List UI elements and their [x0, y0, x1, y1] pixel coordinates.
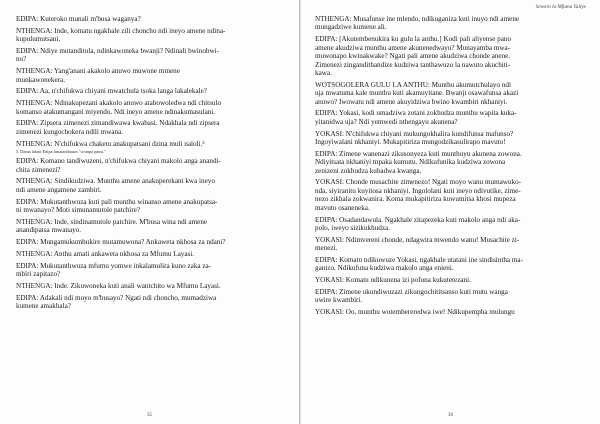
running-header: Sewero la Mfumu Yaliye	[535, 4, 586, 10]
dialogue-paragraph	[16, 47, 285, 64]
text-line: YOKASI: Oo, munthu wotembereredwa iwe! Ndikupempha mulungu	[315, 308, 515, 317]
text-line: NTHENGA: Inde. Zikuwoneka kuti anali wantchito wa Mfumu Layasi.	[16, 281, 221, 290]
text-line: NTHENGA: Ndinakupezani akakolo anuwo atabowoledwa ndi chitsulo	[16, 99, 222, 108]
text-line: EDIPA: Ndiye mutanditola, ndinkawoneka bwanji? Ndinali bwinobwi-	[16, 46, 220, 55]
dialogue-paragraph	[315, 81, 584, 106]
dialogue-paragraph	[16, 15, 285, 23]
text-line: EDIPA: Aa, n'chifukwa chiyani mwatchula tsoka langa lakalekale?	[16, 87, 207, 96]
dialogue-paragraph	[16, 27, 285, 44]
text-line: komanso atakumangani miyendo. Ndi ineyo amene ndinakumasulani.	[16, 107, 216, 116]
dialogue-paragraph	[315, 178, 584, 212]
dialogue-paragraph	[16, 294, 285, 311]
text-line: YOKASI: N'chifukwa chiyani mukungokhalira kundifunsa mafunso?	[315, 129, 514, 138]
text-line: mbiri zapitazo?	[16, 270, 61, 279]
text-line: nda, siyiranitu kuyitosa nkhaniyi. Ingololani kuti ineyo ndivutike, zime-	[315, 186, 521, 195]
text-line: polo, iweyo sizikukhudza.	[315, 224, 390, 233]
text-line: chita zimenezi?	[16, 165, 61, 174]
text-line: Ingoyiwalani nkhaniyi. Mukapitiriza mungodzikasulirapo mavuto!	[315, 138, 506, 147]
text-line: EDIPA: [Akutembenukira ku gulu la anthu.] Kodi pali aliyense pano	[315, 35, 512, 44]
text-line: Zimenezi zingandithandize kudziwa tanthawuzo la nawuto akuchiti-	[315, 60, 511, 69]
text-line: NTHENGA: Musafunse ine mlendo, ndikuganiza kuti inuyo ndi amene	[315, 15, 520, 23]
text-line: NTHENGA: Yang'anani akakolo anuwo muwone mmene	[16, 67, 180, 76]
text-line: muwonapo kwinakwake? Ngati pali amene akudziwa chonde anene.	[315, 52, 511, 61]
text-line: ni mwanayo? Moti simunamutole patchire?	[16, 206, 141, 215]
footnote: 5. Dzina lakuti Edipa limatanthauza "wotupa pansi."	[16, 148, 107, 154]
text-line: kawa.	[315, 69, 332, 78]
dialogue-paragraph	[315, 15, 584, 32]
text-line: anuwo? Iwowatu ndi amene akuyidziwa bwino kwambiri nkhaniyi.	[315, 97, 508, 106]
right-page-text	[315, 15, 584, 317]
text-line: no?	[16, 55, 27, 64]
text-line: EDIPA: Osadandawula. Ngakhale zitapezeka kuti makolo anga ndi aka-	[315, 215, 521, 224]
text-line: kupulumutsani.	[16, 35, 61, 44]
right-page	[301, 0, 600, 424]
text-line: munkawonekera.	[16, 75, 65, 84]
text-line: EDIPA: Yokasi, kodi umadziwa zotani zokhudza munthu wapita kuka-	[315, 109, 517, 118]
dialogue-paragraph	[16, 282, 285, 290]
left-page	[0, 0, 299, 424]
page-number-right: 36	[447, 412, 454, 418]
text-line: Ndiyitsata nkhaniyi mpaka kumutu. Ndikufunika kudziwa zowona	[315, 158, 506, 167]
dialogue-paragraph	[16, 67, 285, 84]
text-line: mavuto osaneneka.	[315, 203, 370, 212]
dialogue-paragraph	[315, 109, 584, 126]
text-line: YOKASI: Chonde musachite zimenezo! Ngati moyo wanu mumawuko-	[315, 178, 522, 187]
text-line: menezi.	[315, 244, 338, 253]
text-line: NTHENGA: Inde, sindinamutole patchire. M'busa wina ndi amene	[16, 217, 208, 226]
dialogue-paragraph	[16, 157, 285, 174]
dialogue-paragraph	[315, 288, 584, 305]
text-line: amene akudziwa munthu amene akunenedwayu? Munayamba mwa-	[315, 43, 511, 52]
text-line: mungadziwe kumene ali.	[315, 23, 387, 32]
text-line: EDIPA: Mukutanthwuza kuti pali munthu winanso amene anakupatsa-	[16, 197, 218, 206]
text-line: yitanidwa uja? Ndi yemwedi nthengayu akunena?	[315, 117, 458, 126]
text-line: kumene amakhala?	[16, 301, 71, 310]
dialogue-paragraph	[315, 216, 584, 233]
dialogue-paragraph	[16, 87, 285, 95]
text-line: EDIPA: Mukutanthwuza mfumu yomwe inkalamulira kuno zaka za-	[16, 261, 212, 270]
text-line: anandipatsa mwanayo.	[16, 226, 82, 235]
text-line: NTHENGA: N'chifukwa chaketu anakupatsani dzina muli naloli.⁵	[16, 139, 205, 148]
dialogue-paragraph	[315, 35, 584, 77]
text-line: YOKASI: Komatu ndikunena izi pofuna kukutetezani.	[315, 276, 471, 285]
dialogue-paragraph	[315, 236, 584, 253]
text-line: ganizo. Ndikufuna kudziwa makolo anga enieni.	[315, 264, 454, 273]
text-line: EDIPA: Zimene wanenazi zikusonyeza kuti munthuyu akunena zowona.	[315, 149, 522, 158]
text-line: zimenezi kungochokera ndili mwana.	[16, 127, 124, 136]
text-line: zenizeni zokhudza kubadwa kwanga.	[315, 166, 422, 175]
dialogue-paragraph	[16, 218, 285, 235]
text-line: nezo zikhala zokwanira. Koma mukapitiriza kuwumitsa khosi mupeza	[315, 195, 516, 204]
left-page-text	[16, 15, 285, 310]
text-line: NTHENGA: Anthu amati ankaweta nkhosa za Mfumu Layasi.	[16, 249, 195, 258]
dialogue-paragraph	[16, 177, 285, 194]
dialogue-paragraph	[315, 308, 584, 316]
dialogue-paragraph	[315, 256, 584, 273]
dialogue-paragraph	[315, 150, 584, 175]
text-line: WOTSOGOLERA GULU LA ANTHU: Munthu akumutchulayo ndi	[315, 80, 511, 89]
dialogue-paragraph	[16, 238, 285, 246]
dialogue-paragraph	[315, 276, 584, 284]
text-line: ndi amene angamene zambiri.	[16, 185, 102, 194]
text-line: NTHENGA: Sindikudziwa. Munthu amene anakuperekani kwa ineyo	[16, 177, 215, 186]
dialogue-paragraph	[16, 99, 285, 116]
text-line: NTHENGA: Inde, komatu ngakhale zili choncho ndi ineyo amene ndina-	[16, 26, 226, 35]
text-line: EDIPA: Kuteroko munali m'busa waganya?	[16, 15, 141, 23]
dialogue-paragraph	[16, 119, 285, 136]
text-line: uja mwatuma kale munthu kuti akamuyitane. Bwanji osawafunsa akazi	[315, 89, 519, 98]
text-line: EDIPA: Zipsera zimenezi zimandiwawa kwabasi. Ndakhala ndi zipsera	[16, 119, 220, 128]
text-line: EDIPA: Komano tandiwuzeni, n'chifukwa chiyani makolo anga anandi-	[16, 157, 221, 166]
text-line: EDIPA: Adakali ndi moyo m'busayo? Ngati ndi choncho, mumadziwa	[16, 293, 217, 302]
text-line: EDIPA: Zimene ukundiwuzazi zikungochititsanso kuti mutu wanga	[315, 287, 508, 296]
page-number-left: 35	[146, 412, 153, 418]
dialogue-paragraph	[16, 198, 285, 215]
dialogue-paragraph	[315, 130, 584, 147]
dialogue-paragraph	[16, 140, 285, 148]
dialogue-paragraph	[16, 250, 285, 258]
text-line: EDIPA: Komatu ndikuwuze Yokasi, ngakhale utatani ine sindisintha ma-	[315, 256, 523, 264]
text-line: uwire kwambiri.	[315, 296, 363, 305]
text-line: YOKASI: Ndimvereni chonde, ndagwira mwendo wanu! Musachite zi-	[315, 235, 520, 244]
dialogue-paragraph	[16, 262, 285, 279]
text-line: EDIPA: Mungamukumbukire mutamuwona? Ankaweta nkhosa za ndani?	[16, 238, 226, 247]
